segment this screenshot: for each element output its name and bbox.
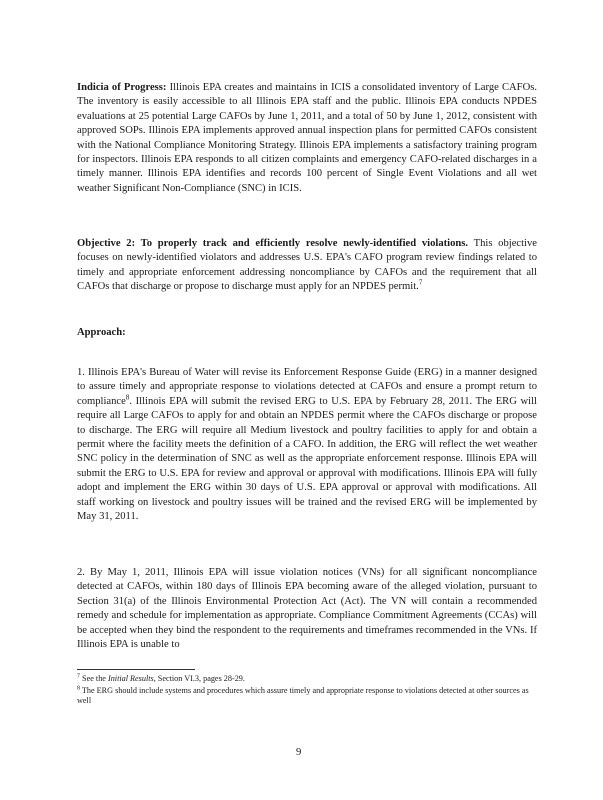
footnote-7-italic: Initial Results	[107, 674, 154, 683]
footnote-8-number: 8	[77, 685, 80, 692]
item1-text-a: 1. Illinois EPA's Bureau of Water will revise its Enforcement Response Guide (ERG) in a manner designed to assure timely and appropriate response to violations detected at CAFOs and ensure a prompt return to compliance	[77, 367, 537, 407]
objective-label: Objective 2: To properly track and efficiently resolve newly-identified violations.	[77, 238, 469, 249]
footnote-divider	[77, 669, 195, 670]
approach-heading: Approach:	[77, 327, 126, 338]
footnote-8-text: The ERG should include systems and procedures which assure timely and appropriate response to violations detected at other sources as well	[77, 686, 529, 705]
objective-text: This objective focuses on newly-identified violators and addresses U.S. EPA's CAFO program review findings related to timely and appropriate enforcement addressing noncompliance by CAFOs and the requirement that all CAFOs that discharge or propose to discharge must apply for an NPDES permit.	[77, 238, 537, 293]
footnote-ref-8: 8	[125, 393, 130, 402]
footnote-8	[77, 686, 537, 706]
indicia-label: Indicia of Progress:	[77, 82, 167, 93]
indicia-text: Illinois EPA creates and maintains in ICIS a consolidated inventory of Large CAFOs. The inventory is easily accessible to all Illinois EPA staff and the public. Illinois EPA conducts NPDES evaluations at 25 potential Large CAFOs by June 1, 2011, and a total of 50 by June 1, 2012, consistent with approved SOPs. Illinois EPA implements approved annual inspection plans for permitted CAFOs consistent with the National Compliance Monitoring Strategy. Illinois EPA implements a satisfactory training program for inspectors. Illinois EPA responds to all citizen complaints and emergency CAFO-related discharges in a timely manner. Illinois EPA identifies and records 100 percent of Single Event Violations and all wet weather Significant Non-Compliance (SNC) in ICIS.	[77, 82, 537, 194]
footnote-7-number: 7	[77, 673, 80, 680]
footnote-7	[77, 674, 537, 684]
item2-text: 2. By May 1, 2011, Illinois EPA will issue violation notices (VNs) for all significant noncompliance detected at CAFOs, within 180 days of Illinois EPA becoming aware of the alleged violation, pursuant to Section 31(a) of the Illinois Environmental Protection Act (Act). The VN will contain a recommended remedy and schedule for implementation as appropriate. Compliance Commitment Agreements (CCAs) will be accepted when they bind the respondent to the requirements and timeframes recommended in the VNs. If Illinois EPA is unable to	[77, 567, 537, 651]
approach-item-1	[77, 366, 537, 524]
approach-item-2	[77, 566, 537, 652]
footnote-ref-7: 7	[418, 278, 423, 287]
footnote-7-post: , Section VI.3, pages 28-29.	[153, 674, 245, 683]
page-number: 9	[296, 747, 302, 758]
item1-text-b: . Illinois EPA will submit the revised ERG to U.S. EPA by February 28, 2011. The ERG will require all Large CAFOs to apply for and obtain an NPDES permit where the CAFOs discharge or propose to discharge. The ERG will require all Medium livestock and poultry facilities to apply for and obtain a permit where the facility meets the definition of a CAFO. In addition, the ERG will reflect the wet weather SNC policy in the determination of SNC as well as the appropriate enforcement response. Illinois EPA will submit the ERG to U.S. EPA for review and approval or approval with modifications. Illinois EPA will fully adopt and implement the ERG within 30 days of U.S. EPA approval or approval with modifications. All staff working on livestock and poultry issues will be trained and the revised ERG will be implemented by May 31, 2011.	[77, 395, 537, 523]
objective-paragraph	[77, 237, 537, 295]
indicia-paragraph	[77, 81, 537, 196]
footnote-7-pre: See the	[80, 674, 108, 683]
